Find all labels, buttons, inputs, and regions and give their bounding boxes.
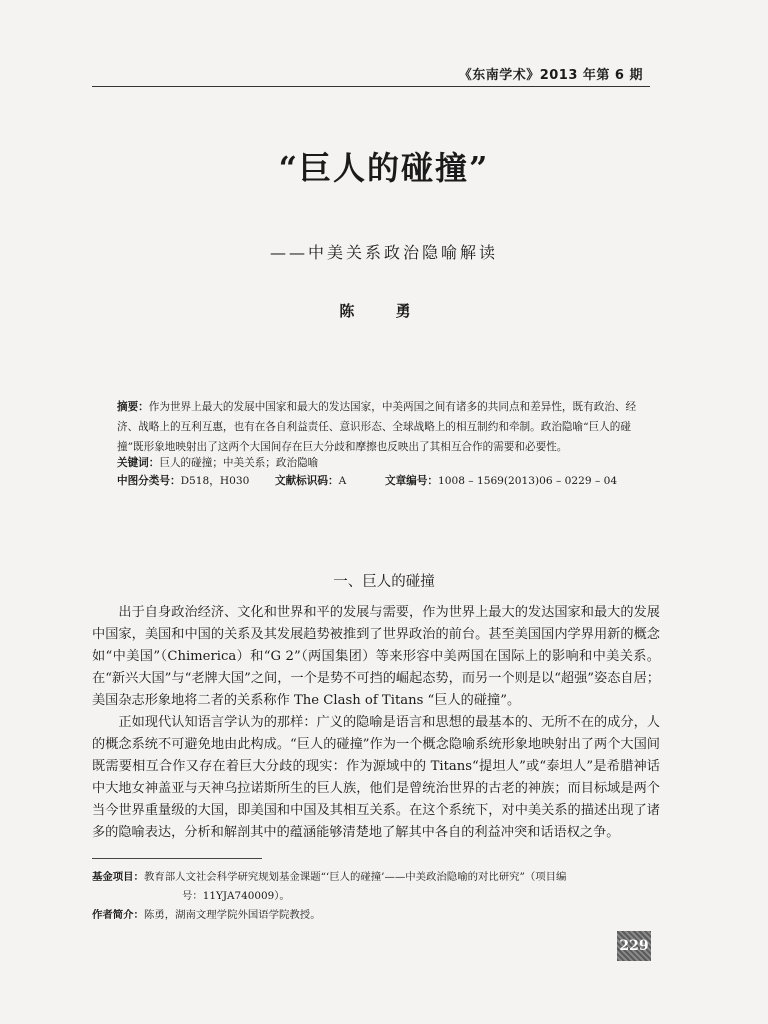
article-author: 陈 勇: [339, 302, 429, 320]
journal-header: 《东南学术》2013 年第 6 期: [458, 68, 643, 83]
body-text: [92, 602, 660, 844]
body-paragraph-1: 出于自身政治经济、文化和世界和平的发展与需要，作为世界上最大的发达国家和最大的发展中国家，美国和中国的关系及其发展趋势被推到了世界政治的前台。甚至美国国内学界用新的概念如“中美国”（Chimerica）和“G 2”（两国集团）等来形容中美两国在国际上的影响和中美关系。在“新兴大国”与“老牌大国”之间，一个是势不可挡的崛起态势，而另一个则是以“超强”姿态自居；美国杂志形象地将二者的关系称作 The Clash of Titans “巨人的碰撞”。: [92, 605, 660, 708]
abstract-block: [117, 397, 657, 457]
article-number-label: 文章编号：: [385, 475, 438, 487]
bio-text: 陈勇，湖南文理学院外国语学院教授。: [143, 909, 321, 921]
page-number: 229: [617, 931, 651, 961]
clc-label: 中图分类号：: [117, 475, 181, 487]
fund-label: 基金项目：: [92, 871, 144, 883]
fund-text-continued: 号：11YJA740009）。: [182, 890, 290, 902]
document-code: [275, 473, 346, 488]
abstract-text: 作为世界上最大的发展中国家和最大的发达国家，中美两国之间有诸多的共同点和差异性，既有政治、经济、战略上的互利互惠，也有在各自利益责任、意识形态、全球战略上的相互制约和牵制。政治隐喻“巨人的碰撞”既形象地映射出了这两个大国间存在巨大分歧和摩擦也反映出了其相互合作的需要和必要性。: [117, 401, 637, 453]
section-heading: 一、巨人的碰撞: [333, 574, 435, 590]
fund-text: 教育部人文社会科学研究规划基金课题“‘巨人的碰撞’——中美政治隐喻的对比研究”（项目编: [143, 871, 567, 883]
abstract-paragraph: [117, 397, 657, 457]
keywords-label: 关键词：: [117, 457, 160, 469]
fund-note: [92, 868, 664, 906]
abstract-label: 摘要：: [117, 401, 149, 413]
article-number: [385, 473, 617, 488]
fund-line: [92, 868, 664, 887]
footnote-rule: [92, 858, 262, 859]
keywords-line: [117, 455, 318, 470]
article-number-value: 1008 – 1569(2013)06 – 0229 – 04: [437, 475, 618, 487]
body-paragraph-2: 正如现代认知语言学认为的那样：广义的隐喻是语言和思想的最基本的、无所不在的成分，人的概念系统不可避免地由此构成。“巨人的碰撞”作为一个概念隐喻系统形象地映射出了两个大国间既需要相互合作又存在着巨大分歧的现实：作为源域中的 Titans“提坦人”或“泰坦人”是希腊神话中大地女神盖亚与天神乌拉诺斯所生的巨人族，他们是曾统治世界的古老的神族；而目标域是两个当今世界重量级的大国，即美国和中国及其相互关系。在这个系统下，对中美关系的描述出现了诸多的隐喻表达，分析和解剖其中的蕴涵能够清楚地了解其中各自的利益冲突和话语权之争。: [92, 715, 660, 840]
doc-label: 文献标识码：: [275, 475, 339, 487]
article-subtitle: ——中美关系政治隐喻解读: [269, 243, 498, 262]
doc-value: A: [338, 475, 347, 487]
header-rule: [92, 86, 650, 87]
clc-value: D518，H030: [180, 475, 250, 487]
author-bio: [92, 906, 321, 921]
bio-label: 作者简介：: [92, 909, 144, 921]
article-title: “巨人的碰撞”: [278, 149, 490, 187]
clc-number: [117, 473, 249, 488]
keywords-text: 巨人的碰撞；中美关系；政治隐喻: [159, 457, 319, 469]
